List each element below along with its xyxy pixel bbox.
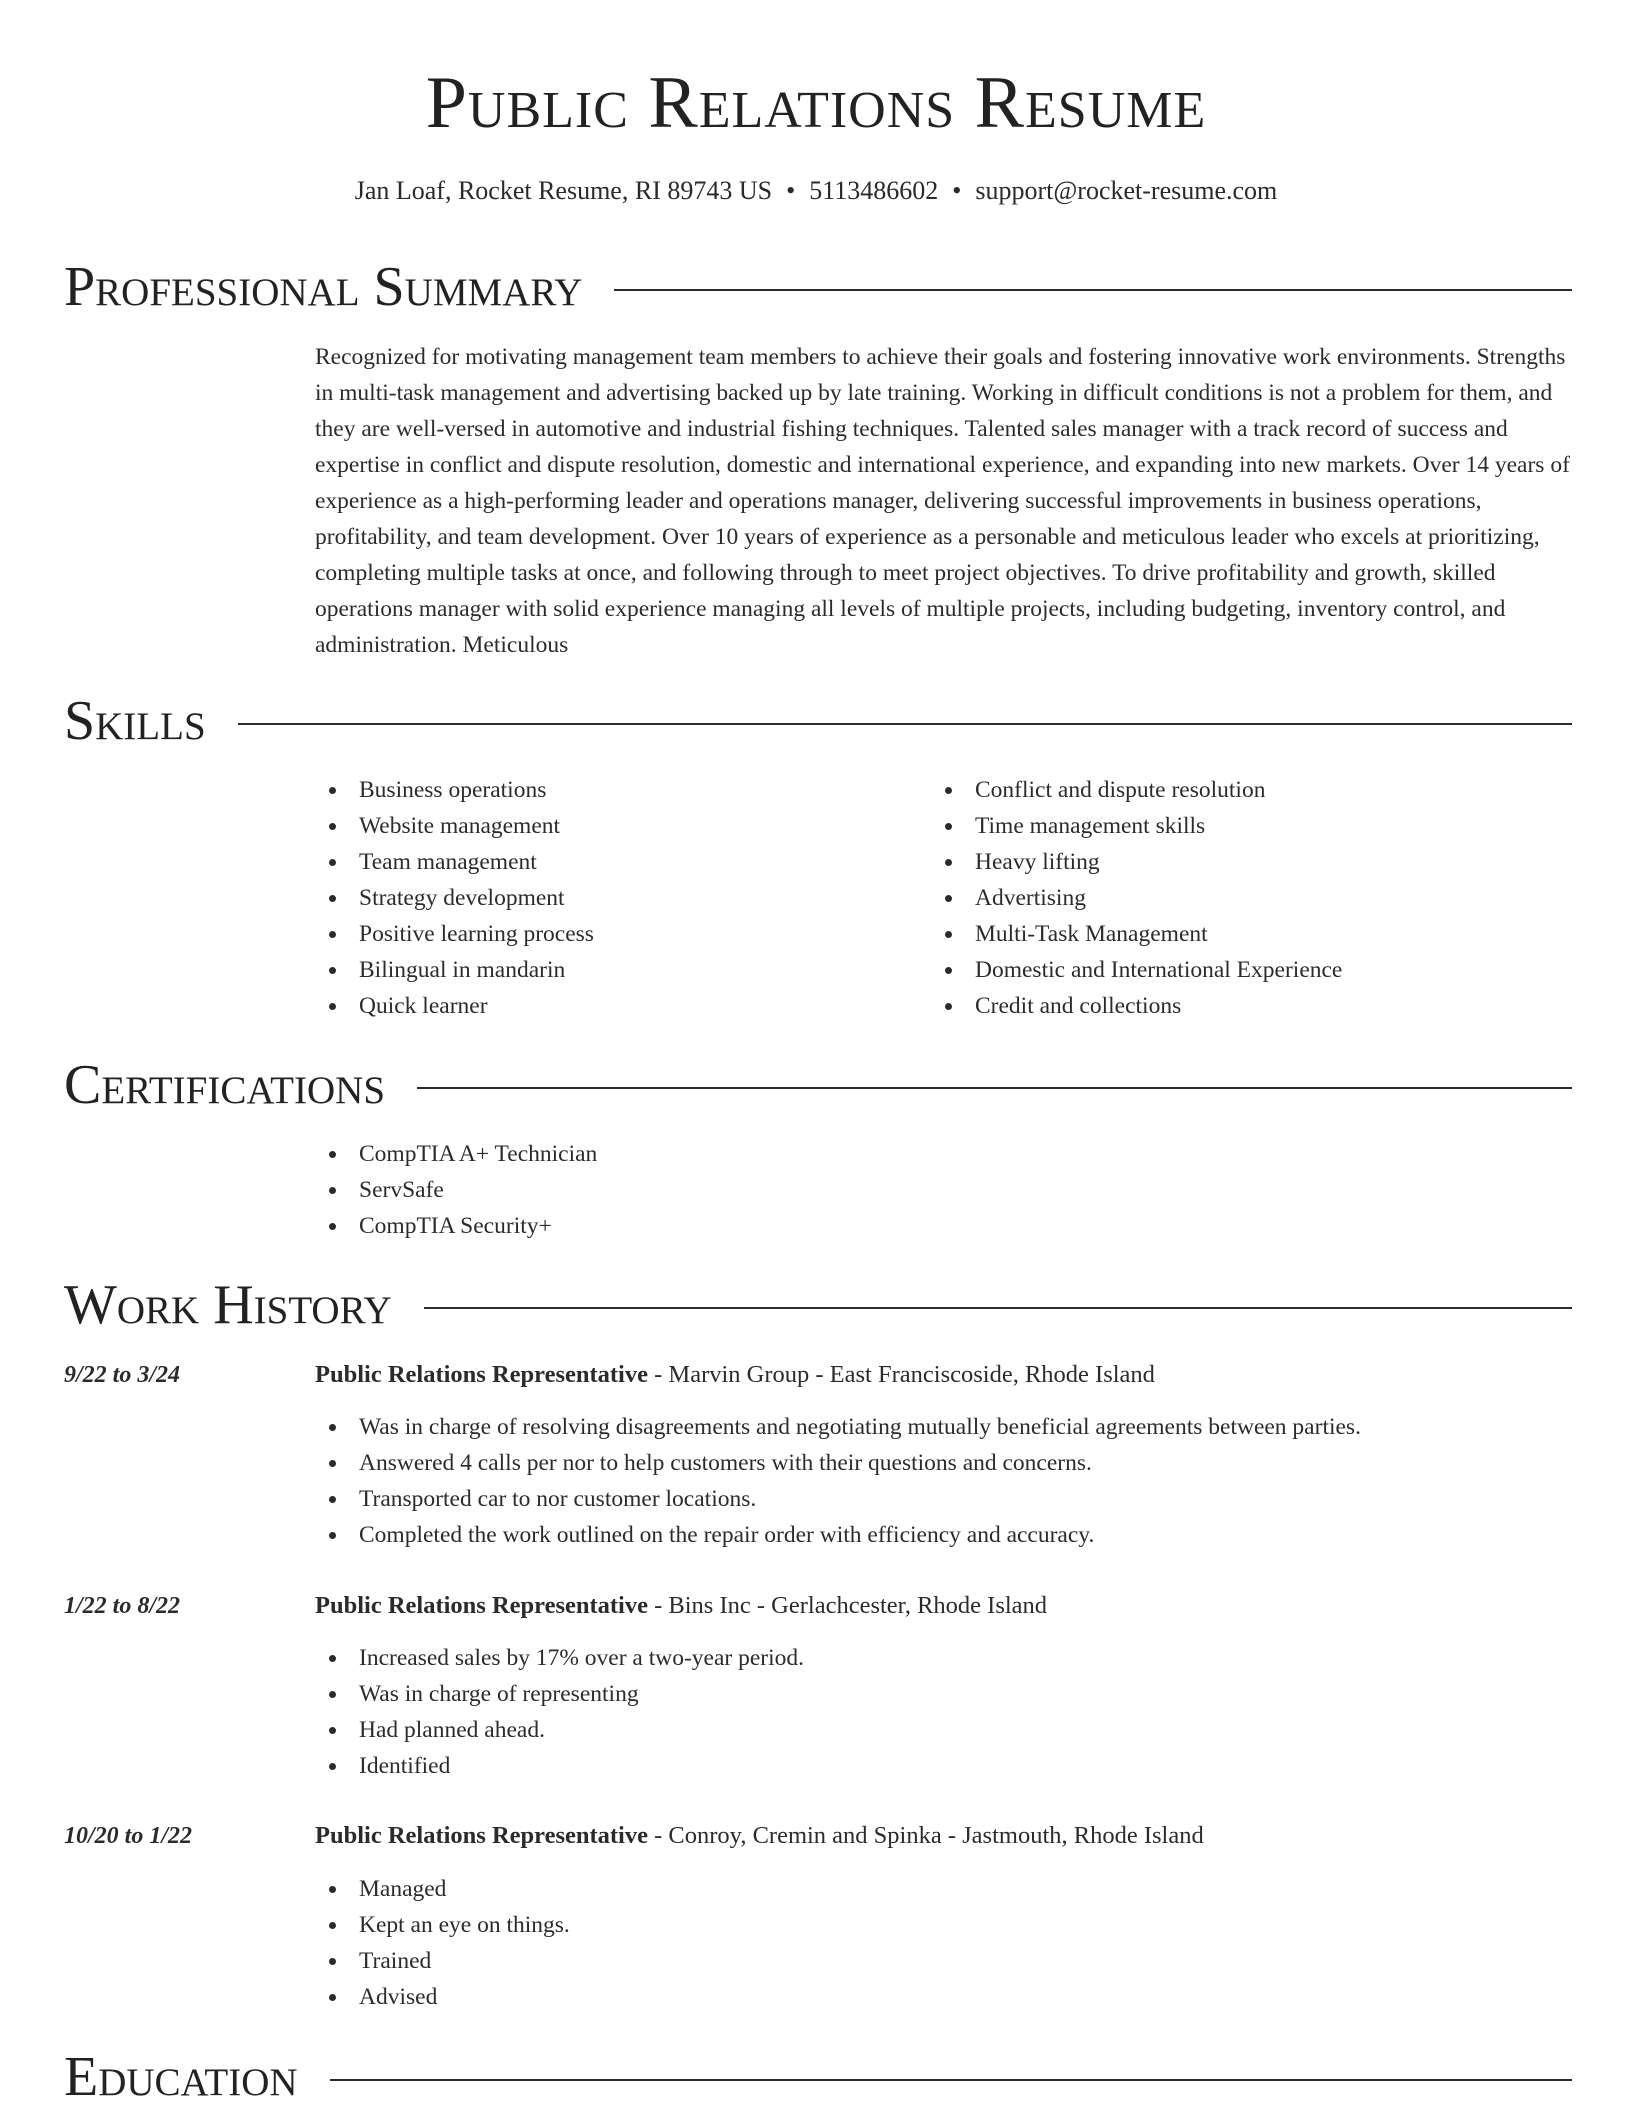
summary-text: Recognized for motivating management team members to achieve their goals and fostering innovative work environments. Strengths in multi-task management and advertising backed up by late training. Working in difficult conditions is not a problem for them, and they are well-versed in automotive and industrial fishing techniques. Talented sales manager with a track record of success and expertise in conflict and dispute resolution, domestic and international experience, and expanding into new markets. Over 14 years of experience as a high-performing leader and operations manager, delivering successful improvements in business operations, profitability, and team development. Over 10 years of experience as a personable and meticulous leader who excels at prioritizing, completing multiple tasks at once, and following through to meet project objectives. To drive profitability and growth, skilled operations manager with solid experience managing all levels of multiple projects, including budgeting, inventory control, and administration. Meticulous [315,344,1570,658]
skill-item: Team management [315,844,594,880]
job-role: Public Relations Representative [315,1592,648,1619]
job-duties-list [315,1409,1361,1553]
contact-separator: • [786,176,796,205]
skill-item: Website management [315,808,594,844]
section-divider [424,1307,1572,1309]
job-duty-item: Had planned ahead. [315,1712,804,1748]
skill-item: Quick learner [315,988,594,1024]
job-duties-list [315,1640,804,1784]
job-duties-list [315,1871,570,2015]
certifications-list [315,1136,597,1244]
certifications-heading: Certifications [64,1054,386,1116]
section-divider [330,2079,1572,2081]
skill-item: Time management skills [931,808,1342,844]
skill-item: Conflict and dispute resolution [931,772,1342,808]
job-dates: 10/20 to 1/22 [64,1823,193,1849]
certification-item: ServSafe [315,1172,597,1208]
job-company-location: - Bins Inc - Gerlachcester, Rhode Island [648,1592,1048,1619]
summary-heading: Professional Summary [64,256,583,318]
job-role: Public Relations Representative [315,1361,648,1388]
skills-list-left [315,772,594,1024]
section-divider [238,723,1572,725]
job-role: Public Relations Representative [315,1822,648,1849]
section-divider [417,1087,1572,1089]
skill-item: Advertising [931,880,1342,916]
skills-heading: Skills [64,690,206,752]
skill-item: Business operations [315,772,594,808]
skills-section-header [64,689,1572,753]
job-duty-item: Was in charge of representing [315,1676,804,1712]
skill-item: Multi-Task Management [931,916,1342,952]
skill-item: Bilingual in mandarin [315,952,594,988]
summary-section-header [64,255,1572,319]
education-section-header [64,2045,1572,2109]
job-company-location: - Conroy, Cremin and Spinka - Jastmouth, Rhode Island [648,1822,1204,1849]
contact-address: Jan Loaf, Rocket Resume, RI 89743 US [354,176,773,205]
skill-item: Positive learning process [315,916,594,952]
certification-item: CompTIA Security+ [315,1208,597,1244]
skill-item: Strategy development [315,880,594,916]
job-duty-item: Answered 4 calls per nor to help customers with their questions and concerns. [315,1445,1361,1481]
job-duty-item: Was in charge of resolving disagreements and negotiating mutually beneficial agreements between parties. [315,1409,1361,1445]
job-title-line [315,1358,1155,1392]
job-duty-item: Identified [315,1748,804,1784]
job-title-line [315,1819,1204,1853]
contact-phone: 5113486602 [809,176,939,205]
job-title-line [315,1589,1047,1623]
contact-separator: • [952,176,962,205]
job-duty-item: Completed the work outlined on the repair order with efficiency and accuracy. [315,1517,1361,1553]
contact-email: support@rocket-resume.com [975,176,1278,205]
contact-line [0,174,1632,208]
job-duty-item: Transported car to nor customer locations. [315,1481,1361,1517]
certifications-section-header [64,1053,1572,1117]
work-history-section-header [64,1273,1572,1337]
job-duty-item: Kept an eye on things. [315,1907,570,1943]
skill-item: Credit and collections [931,988,1342,1024]
certification-item: CompTIA A+ Technician [315,1136,597,1172]
job-duty-item: Increased sales by 17% over a two-year period. [315,1640,804,1676]
job-duty-item: Managed [315,1871,570,1907]
skill-item: Heavy lifting [931,844,1342,880]
job-dates: 9/22 to 3/24 [64,1362,181,1388]
work-history-heading: Work History [64,1274,392,1336]
job-duty-item: Advised [315,1979,570,2015]
section-divider [614,289,1572,291]
job-duty-item: Trained [315,1943,570,1979]
resume-title: Public Relations Resume [425,62,1207,144]
job-dates: 1/22 to 8/22 [64,1593,181,1619]
education-heading: Education [64,2046,298,2108]
skill-item: Domestic and International Experience [931,952,1342,988]
job-company-location: - Marvin Group - East Franciscoside, Rhode Island [648,1361,1155,1388]
skills-list-right [931,772,1342,1024]
